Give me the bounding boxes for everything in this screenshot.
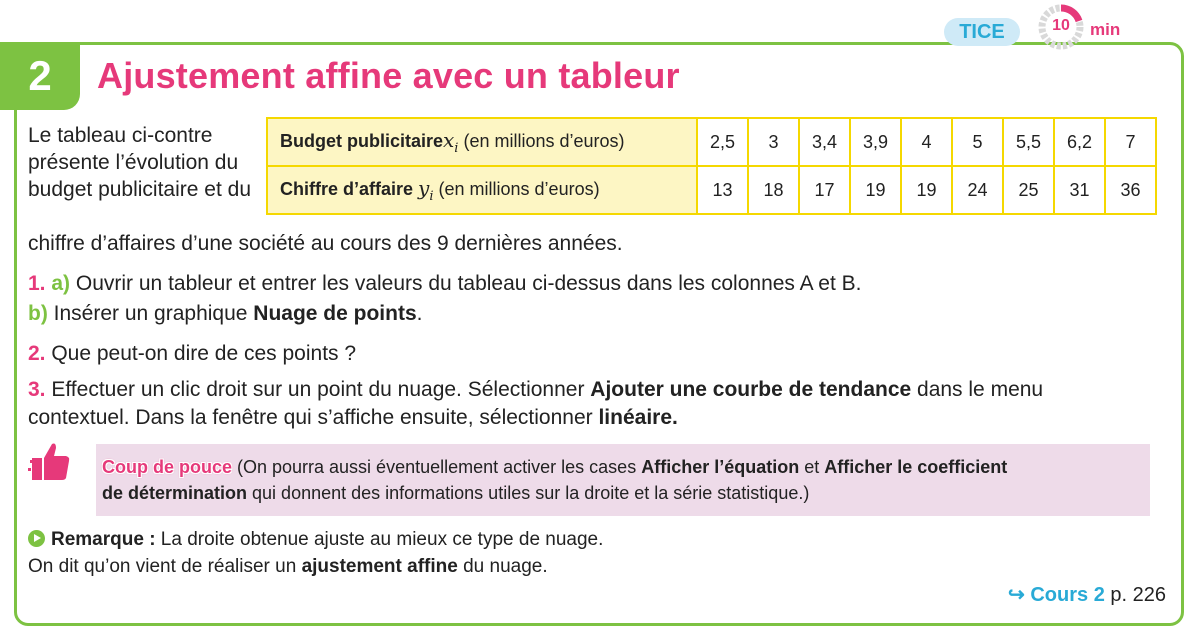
- remark: Remarque : La droite obtenue ajuste au mieux ce type de nuage. On dit qu’on vient de réaliser un ajustement affine du nuage.: [28, 529, 604, 577]
- tip-label: Coup de pouce: [102, 457, 232, 477]
- question-3-continued: contextuel. Dans la fenêtre qui s’affiche ensuite, sélectionner linéaire.: [28, 406, 678, 429]
- data-table: [266, 117, 1157, 215]
- thumbs-up-icon: [28, 438, 74, 484]
- table-cell: 19: [901, 166, 952, 214]
- question-1a: 1. a) Ouvrir un tableur et entrer les valeurs du tableau ci-dessus dans les colonnes A et B.: [28, 272, 862, 295]
- table-cell: 2,5: [697, 118, 748, 166]
- table-row: [267, 166, 1156, 214]
- exercise-title: Ajustement affine avec un tableur: [97, 55, 680, 96]
- intro-continuation: chiffre d’affaires d’une société au cours des 9 dernières années.: [28, 232, 623, 255]
- variable-y: $y_i$: [418, 176, 434, 204]
- play-arrow-icon: [28, 530, 45, 547]
- row-header-budget: Budget publicitairex$_i$ (en millions d’euros): [267, 118, 697, 166]
- table-cell: 36: [1105, 166, 1156, 214]
- table-cell: 3: [748, 118, 799, 166]
- table-cell: 5: [952, 118, 1003, 166]
- exercise-number: 2: [0, 42, 80, 110]
- course-reference[interactable]: ↪ Cours 2 p. 226: [1008, 584, 1166, 606]
- table-cell: 3,9: [850, 118, 901, 166]
- timer-unit: min: [1090, 20, 1121, 39]
- table-cell: 19: [850, 166, 901, 214]
- tice-badge: TICE: [944, 18, 1020, 46]
- question-1b: b) Insérer un graphique Nuage de points.: [28, 302, 423, 325]
- table-cell: 24: [952, 166, 1003, 214]
- question-2: 2. Que peut-on dire de ces points ?: [28, 342, 357, 365]
- course-link[interactable]: Cours 2: [1030, 584, 1105, 606]
- table-cell: 18: [748, 166, 799, 214]
- table-cell: 17: [799, 166, 850, 214]
- table-cell: 4: [901, 118, 952, 166]
- table-cell: 31: [1054, 166, 1105, 214]
- table-cell: 25: [1003, 166, 1054, 214]
- table-row: [267, 118, 1156, 166]
- table-cell: 6,2: [1054, 118, 1105, 166]
- return-arrow-icon: ↪: [1008, 584, 1025, 606]
- table-cell: 7: [1105, 118, 1156, 166]
- tip-text: Coup de pouce (On pourra aussi éventuellement activer les cases Afficher l’équation et Afficher le coefficient de détermination qui donnent des informations utiles sur la droite et la série statistique.): [102, 457, 1008, 503]
- intro-text: Le tableau ci-contre présente l’évolution du budget publicitaire et du: [28, 124, 251, 201]
- timer-value: 10: [1052, 17, 1070, 34]
- table-cell: 13: [697, 166, 748, 214]
- question-3: 3. Effectuer un clic droit sur un point du nuage. Sélectionner Ajouter une courbe de tendance dans le menu: [28, 378, 1044, 401]
- variable-x: $x_i$: [443, 128, 459, 156]
- row-header-revenue: Chiffre d’affaire $y_i$ (en millions d’euros): [267, 166, 697, 214]
- table-cell: 5,5: [1003, 118, 1054, 166]
- table-cell: 3,4: [799, 118, 850, 166]
